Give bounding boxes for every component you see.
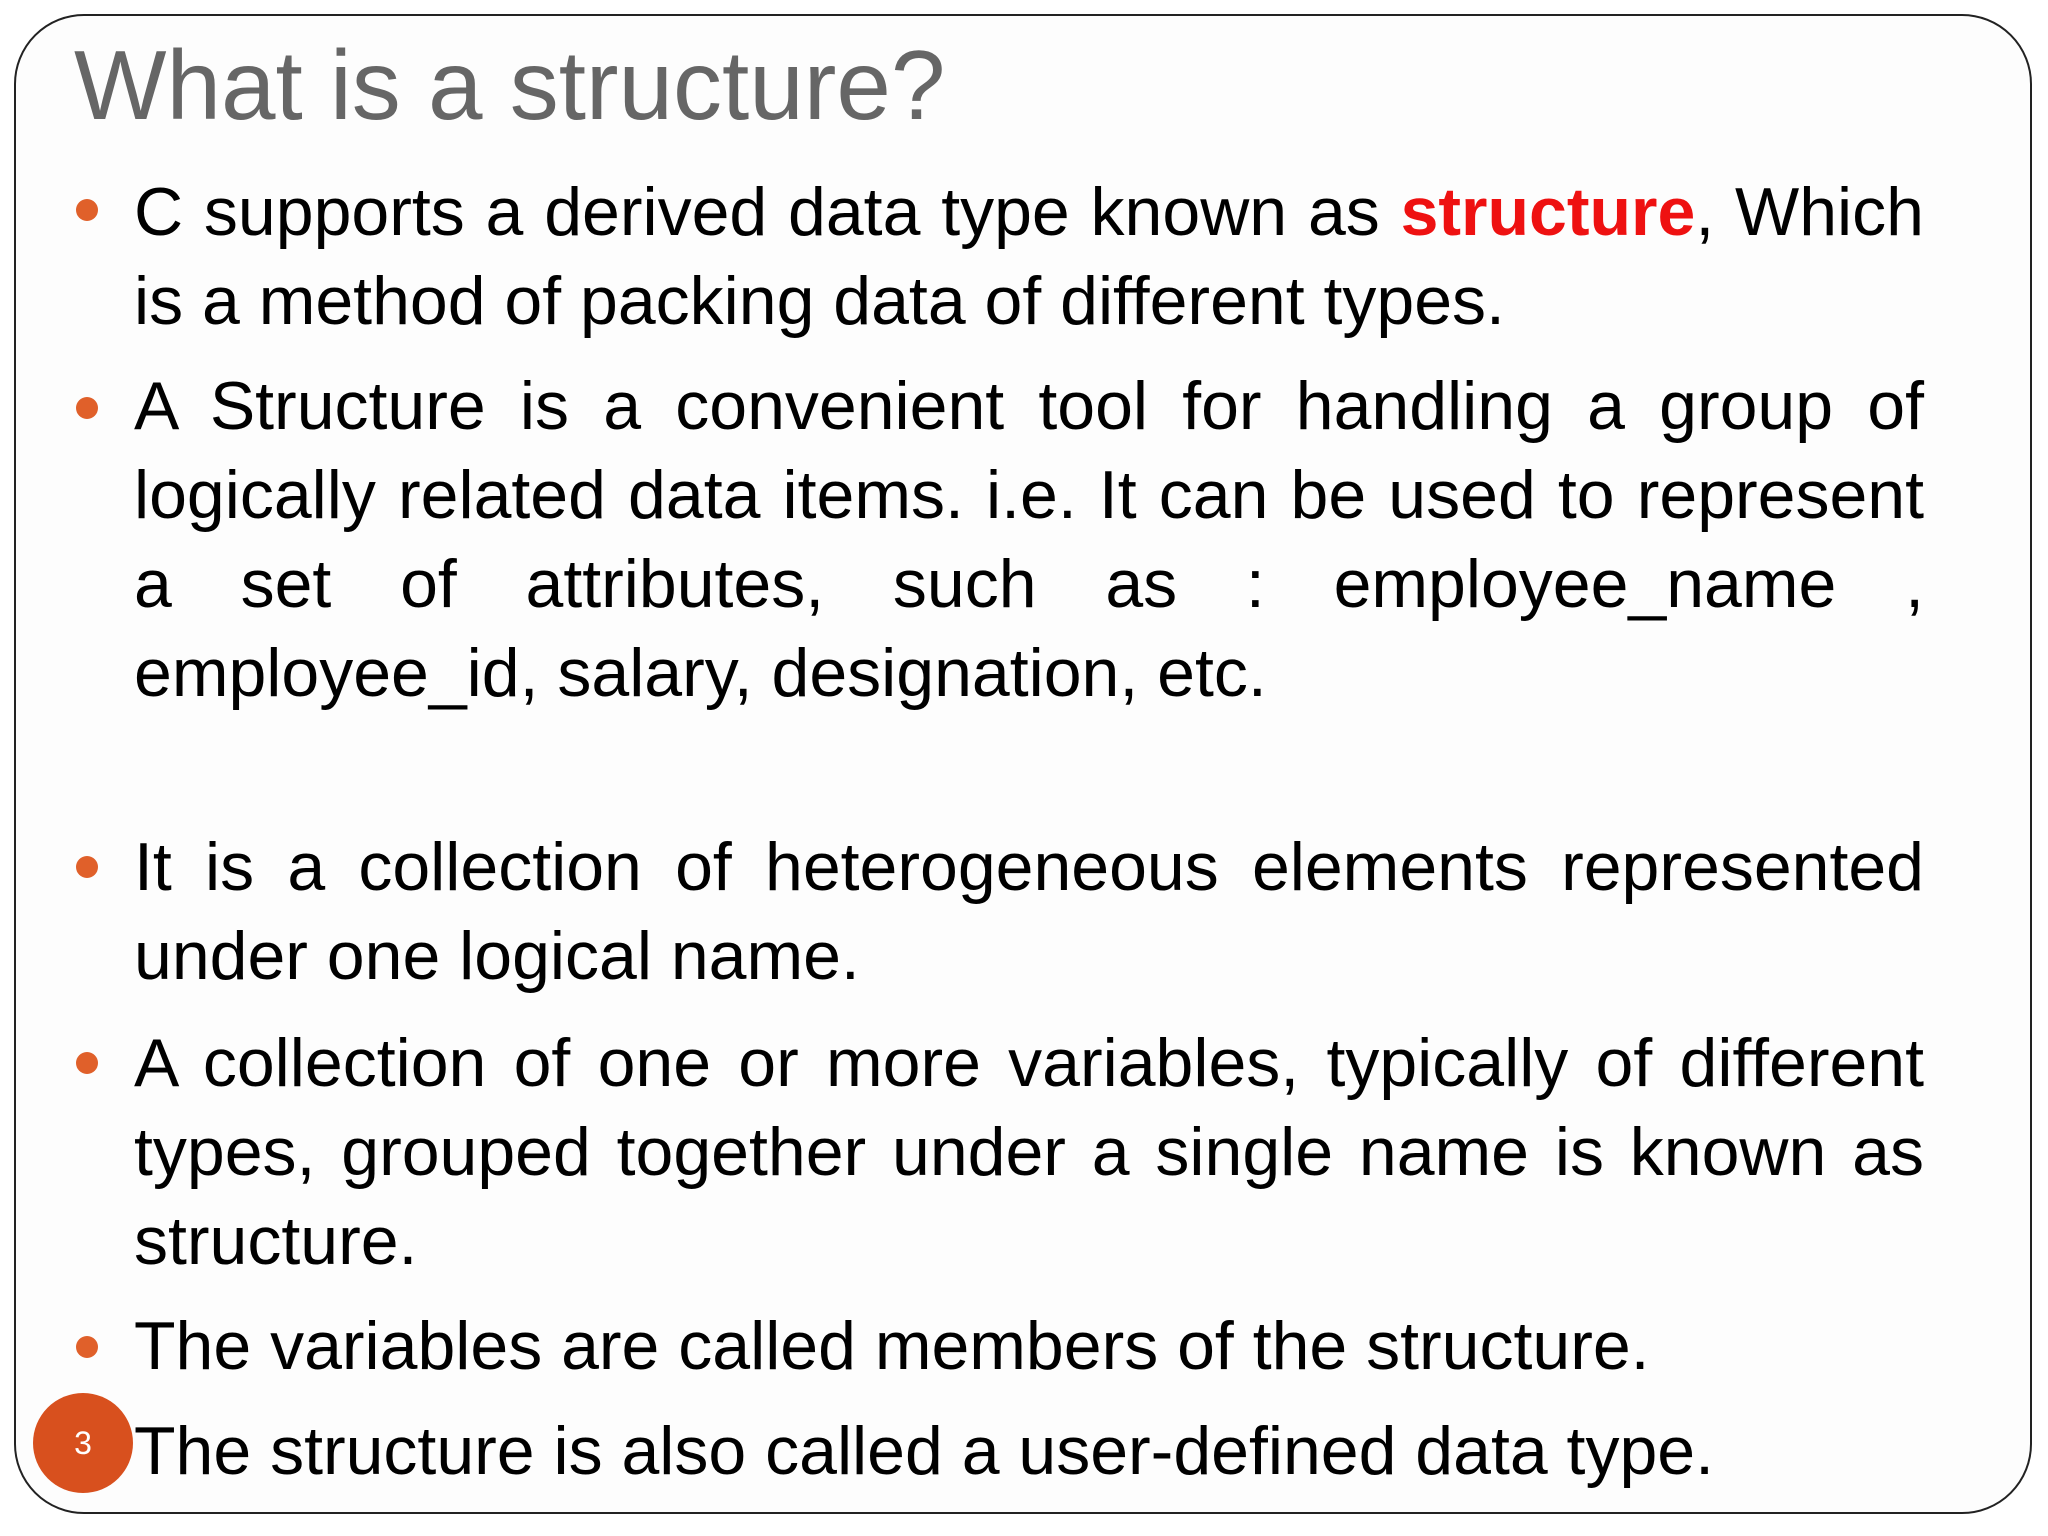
bullet-text-3: It is a collection of heterogeneous elements represented under one logical name. — [134, 829, 1924, 994]
bullet-marker-icon — [76, 1052, 98, 1074]
bullet-text-5: The variables are called members of the structure. — [134, 1308, 1650, 1384]
bullet-1-text-after: , Which is a method of packing data of different types. — [134, 174, 1924, 339]
bullet-marker-icon — [76, 199, 98, 221]
bullet-text-6: The structure is also called a user-defined data type. — [134, 1413, 1714, 1489]
bullet-text-2: A Structure is a convenient tool for handling a group of logically related data items. i.e. It can be used to represent a set of attributes, such as : employee_name , employee_id, salary, designation, etc. — [134, 368, 1924, 711]
bullet-marker-icon — [76, 856, 98, 878]
bullet-marker-icon — [76, 397, 98, 419]
slide-title: What is a structure? — [74, 30, 946, 140]
page-number-badge: 3 — [33, 1393, 133, 1493]
bullet-marker-icon — [76, 1336, 98, 1358]
highlight-term: structure — [1400, 174, 1696, 250]
bullet-text-1 — [134, 168, 1924, 346]
bullet-text-4: A collection of one or more variables, typically of different types, grouped together under a single name is known as structure. — [134, 1025, 1924, 1279]
bullet-1-text-before: C supports a derived data type known as — [134, 174, 1380, 250]
